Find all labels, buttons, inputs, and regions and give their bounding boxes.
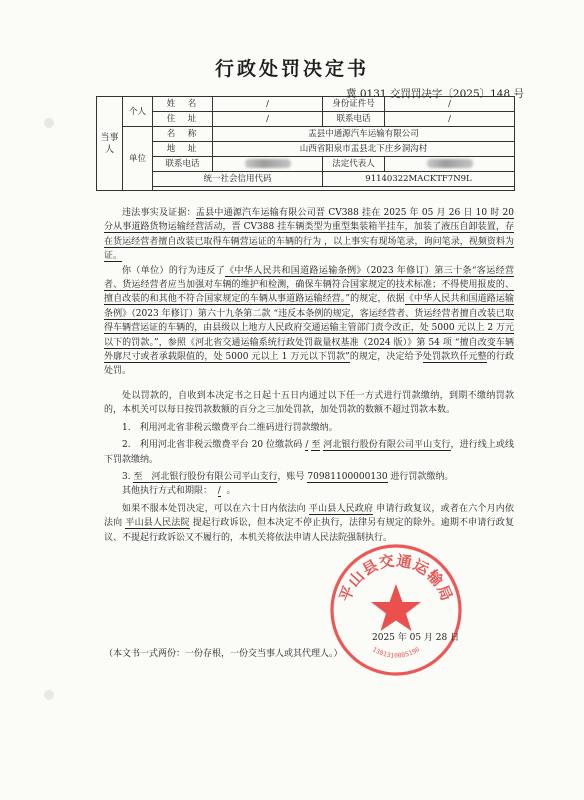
individual-phone-value: / [385,112,515,127]
penalty-amount: 处罚款玖仟元整 [422,352,487,363]
binding-hole [44,690,54,700]
legal-rep-value [385,157,515,172]
individual-name-value: / [213,97,323,112]
remedy-a: 如果不服本处罚决定，可以在六十日内依法向 [122,503,306,514]
litigation-court: 平山县人民法院 [125,518,190,529]
unit-address-label: 地 址 [153,142,213,157]
basis-law2: 《中华人民共和国道路运输条例》（2023 年修订）第六十九条第二款 “违反本条例的规定，客运经营者、货运经营者擅自改装已取得车辆营运证的车辆的，由县级以上地方人民政府交通运输主管部门责令改正，处 5000 元以上 2 万元以下的罚款。”，参照《河北省交通运输系统行政处罚裁量权基准（2024 版）》第 54 项 “擅自改变车辆外廓尺寸或者承载限值的，处 5000 元以上 1 万元以下罚款” [104,294,514,363]
basis-paragraph [104,264,514,379]
individual-name-label: 姓 名 [153,97,213,112]
m3-bank: 至 河北银行股份有限公司平山支行 [133,471,278,482]
party-info-table [96,96,515,191]
decision-body [104,206,514,545]
remedy-c: 提起行政诉讼，但本决定不停止执行，法律另有规定的除外。逾期不申请行政复议、不提起行政诉讼又不履行的，本机关将依法申请人民法院强制执行。 [104,518,514,543]
other-method-value: / [217,486,221,497]
credit-code-label: 统一社会信用代码 [153,172,323,187]
binding-hole [44,118,54,128]
basis-end: 的行政处罚。 [104,352,514,377]
seal-name-path: 平山县交通运输局 [335,551,457,605]
redacted-phone [245,159,291,168]
seal-number-text [371,645,421,659]
official-seal-icon [326,540,466,680]
m2-text-c: ，进行线上或线下罚款缴纳。 [104,440,514,465]
individual-address-label: 住 址 [153,112,213,127]
unit-name-value: 盂县中通源汽车运输有限公司 [213,127,515,142]
m3-account-label: ，账号 [277,471,305,482]
basis-mid: 的规定，依据 [350,294,405,305]
document-title: 行政处罚决定书 [214,58,369,80]
basis-law1: 《中华人民共和国道路运输条例》（2023 年修订）第三十条“客运经营者、货运经营者应当加强对车辆的维护和检测，确保车辆符合国家规定的技术标准；不得使用报废的、擅自改装的和其他不符合国家规定的车辆从事道路运输经营。” [104,265,514,305]
copies-footnote: （本文书一式两份：一份存根，一份交当事人或其代理人。） [104,649,343,659]
payment-method-1: 1. 利用河北省非税云缴费平台二维码进行罚款缴纳。 [122,422,338,433]
document-number: 冀 0131 交罚罚决字〔2025〕148 号 [346,88,524,100]
individual-label: 个人 [123,97,153,127]
table-bottom-row [153,187,515,191]
unit-label: 单位 [123,127,153,191]
other-method [104,484,514,498]
m2-code: / [305,440,309,451]
m2-text-a: 2. 利用河北省非税云缴费平台 20 位缴款码 [122,440,303,451]
credit-code-value: 91140322MACKTF7N9L [323,172,515,187]
payment-method-3 [104,470,514,484]
payment-method-2 [104,438,514,467]
unit-phone-label: 联系电话 [153,157,213,172]
remedy-b: 申请行政复议，或者在六个月内依法向 [104,503,514,529]
unit-address-value: 山西省阳泉市盂县北下庄乡洞沟村 [213,142,515,157]
unit-name-label: 名 称 [153,127,213,142]
unit-phone-value [213,157,323,172]
individual-address-value: / [213,112,323,127]
m2-bank: 河北银行股份有限公司平山支行 [323,440,451,451]
basis-mid2: 的规定，决定给予 [349,352,423,363]
facts-text: 盂县中通源汽车运输有限公司晋 CV388 挂在 2025 年 05 月 26 日 10 时 20 分从事道路货物运输经营活动，晋 CV388 挂车辆类型为重型集装箱半挂车，加装了液压自卸装置，存在货运经营者擅自改装已取得车辆营运证的车辆的行为 ，以上事实有现场笔录，询问笔录，视频资料为证。 [104,208,514,262]
individual-id-label: 身份证件号 [323,97,385,112]
legal-rep-label: 法定代表人 [323,157,385,172]
party-header: 当事人 [97,97,123,191]
remedy-paragraph [104,502,514,545]
m3-text-c: 进行罚款缴纳。 [390,471,454,482]
individual-phone-label: 联系电话 [323,112,385,127]
facts-paragraph [104,206,514,264]
other-method-end: 。 [226,486,236,497]
m3-number: 3. [122,471,131,482]
issue-date: 2025 年 05 月 28 日 [372,633,460,643]
m3-account: 70981100000130 [307,471,388,482]
redacted-legal-rep [427,159,473,168]
review-government: 平山县人民政府 [308,503,374,514]
payment-paragraph: 处以罚款的，自收到本决定书之日起十五日内通过以下任一方式进行罚款缴纳，到期不缴纳罚款的，本机关可以每日按罚款数额的百分之三加处罚款，加处罚款的数额不超过罚款本数。 [104,390,514,416]
individual-id-value: / [385,97,515,112]
m2-to: 至 [311,440,321,451]
other-method-label: 其他执行方式和期限： [122,486,213,497]
facts-prefix: 违法事实及证据： [122,208,196,218]
seal-number-path: 1301310005196 [370,645,422,660]
seal-star-icon [371,584,421,631]
basis-intro: 你（单位）的行为违反了 [122,265,226,276]
